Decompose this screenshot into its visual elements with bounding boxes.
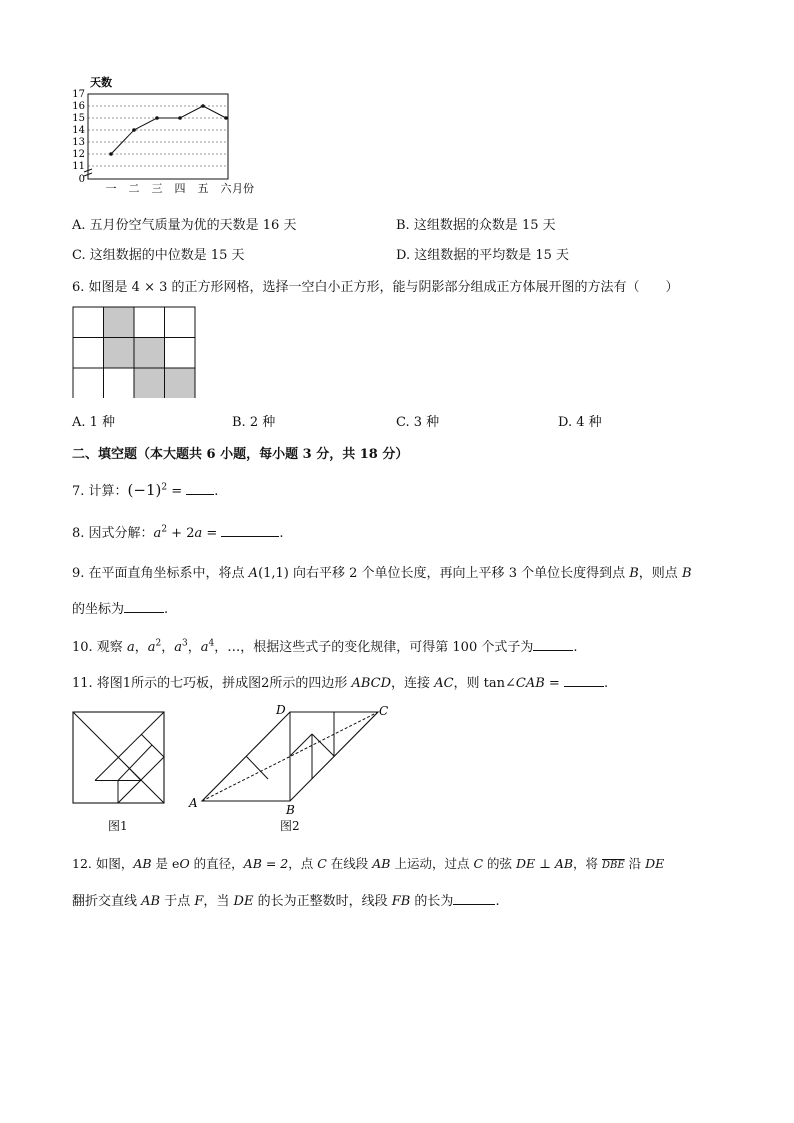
data-point (178, 116, 182, 120)
q11-text-c: ，则 tan∠ (453, 676, 516, 691)
q12-ab3: AB (141, 894, 161, 909)
q5-option-b: B. 这组数据的众数是 15 天 (396, 218, 556, 233)
vertex-label-b: B (286, 803, 295, 817)
q10-suffix: ，…，根据这些式子的变化规律，可得第 100 个式子为 (214, 640, 534, 655)
q12-text-c: 的直径， (189, 856, 244, 871)
answer-blank[interactable] (186, 481, 214, 495)
q9-point-b2: B (681, 566, 692, 581)
vertex-label-d: D (276, 703, 286, 717)
q7-equals: = (167, 484, 187, 499)
tangram-pieces (73, 712, 164, 803)
q12-text-d: ，点 (288, 856, 318, 871)
q6-grid-figure (72, 306, 196, 398)
grid-cell-shaded (134, 338, 165, 369)
data-point (155, 116, 159, 120)
quad-inner-lines (246, 712, 334, 801)
q12-text-line2e: 的长为 (410, 894, 454, 909)
y-axis-label: 天数 (90, 76, 112, 89)
data-point (109, 152, 113, 156)
grid-cell-shaded (134, 368, 165, 398)
q7-question: 7. 计算：$(-1)^2$ = . (72, 481, 219, 499)
q10-exp-4: 4 (208, 638, 215, 649)
q12-fb: FB (391, 894, 411, 909)
q8-var2: a (194, 526, 203, 541)
q6-option-a: A. 1 种 (72, 415, 116, 430)
q10-exp-2: 2 (155, 638, 162, 649)
q8-prefix: 8. 因式分解： (72, 526, 154, 541)
answer-blank[interactable] (221, 523, 279, 537)
vertex-label-c: C (379, 704, 389, 718)
q12-ab: AB (133, 856, 152, 871)
q12-question-line1 (72, 854, 664, 872)
q10-prefix: 10. 观察 (72, 640, 127, 655)
q12-text-e: 在线段 (326, 856, 373, 871)
y-tick-label: 17 (72, 89, 85, 100)
q12-o: O (179, 856, 190, 871)
grid-cell-shaded (104, 338, 135, 369)
q9-text-b: 向右平移 2 个单位长度，再向上平移 3 个单位长度得到点 (288, 566, 630, 581)
q5-option-d: D. 这组数据的平均数是 15 天 (396, 248, 570, 263)
y-tick-label: 0 (78, 174, 85, 185)
q12-text-line2a: 翻折交直线 (72, 894, 142, 909)
x-tick-label: 一 (105, 182, 117, 195)
q9-text-line2: 的坐标为 (72, 602, 125, 617)
q9-question-line1 (72, 562, 692, 581)
q8-exponent: 2 (161, 524, 168, 535)
q12-de-perp: DE ⊥ AB (515, 856, 574, 871)
q12-text-a: 12. 如图， (72, 856, 134, 871)
q12-c: C (317, 856, 327, 871)
q6-option-c: C. 3 种 (396, 415, 440, 430)
grid-cell (104, 368, 135, 398)
x-axis-label: 月份 (232, 182, 254, 195)
q12-text-line2b: 于点 (160, 894, 195, 909)
q6-question: 6. 如图是 4 × 3 的正方形网格，选择一空白小正方形，能与阴影部分组成正方体展开图的方法有（ ） (72, 280, 679, 295)
y-tick-label: 16 (72, 101, 85, 112)
q10-question: 10. 观察 a，$a^2$，$a^3$，$a^4$，…，根据这些式子的变化规律，可得第 100 个式子为 . (72, 638, 578, 655)
data-point (201, 104, 205, 108)
q12-text-i: 沿 (624, 856, 646, 871)
grid-cell-shaded (165, 368, 196, 398)
section-title: 二、填空题（本大题共 6 小题，每小题 3 分，共 18 分） (72, 447, 409, 462)
y-tick-label: 12 (72, 149, 85, 160)
q10-exp-3: 3 (182, 638, 188, 649)
q12-ab-eq: AB = 2 (243, 856, 289, 871)
q12-text-line2d: 的长为正整数时，线段 (253, 894, 392, 909)
grid-cell-shaded (104, 307, 135, 338)
fig2-caption: 图2 (280, 819, 300, 833)
q9-text-c: ，则点 (638, 566, 682, 581)
q10-term-4: a (200, 640, 209, 655)
q11-question: 11. 将图1所示的七巧板，拼成图2所示的四边形 ABCD，连接 AC，则 tan∠CAB = . (72, 672, 608, 691)
q6-option-d: D. 4 种 (558, 415, 602, 430)
y-tick-label: 15 (72, 113, 85, 124)
q9-point-a: A (248, 566, 259, 581)
data-point (224, 116, 228, 120)
tangram-figure-2 (186, 700, 396, 818)
grid-cell (134, 307, 165, 338)
q9-text-a: 9. 在平面直角坐标系中，将点 (72, 566, 249, 581)
q11-text-b: ，连接 (391, 676, 435, 691)
q7-expression: (−1) (127, 481, 162, 499)
q11-angle: CAB (515, 676, 545, 691)
q11-quad: ABCD (351, 676, 392, 691)
fig1-caption: 图1 (108, 819, 128, 833)
q7-exponent: 2 (161, 482, 168, 493)
answer-blank[interactable] (564, 673, 604, 687)
q9-question-line2: 的坐标为 . (72, 598, 168, 617)
q12-c2: C (473, 856, 484, 871)
line-chart (60, 68, 290, 198)
q5-option-a: A. 五月份空气质量为优的天数是 16 天 (72, 218, 297, 233)
grid-cell (165, 307, 196, 338)
x-tick-label: 五 (197, 182, 209, 195)
q9-coord: (1,1) (258, 566, 289, 581)
q8-var: a (153, 526, 162, 541)
grid-cell (73, 307, 104, 338)
grid-cell (73, 338, 104, 369)
q8-plus: + 2 (167, 526, 195, 541)
grid-cell (165, 338, 196, 369)
q6-option-b: B. 2 种 (232, 415, 276, 430)
answer-blank[interactable] (453, 891, 495, 905)
q10-term-3: a (174, 640, 183, 655)
grid-cell (73, 368, 104, 398)
q12-question-line2: 翻折交直线 AB 于点 F，当 DE 的长为正整数时，线段 FB 的长为 . (72, 890, 500, 909)
q12-text-line2c: ，当 (203, 894, 234, 909)
q12-arc: $\overline{DBE}$ (602, 860, 625, 871)
q11-seg: AC (434, 676, 454, 691)
q9-point-b: B (629, 566, 639, 581)
q10-term-2: a (147, 640, 156, 655)
vertex-label-a: A (189, 796, 198, 810)
answer-blank[interactable] (533, 637, 573, 651)
q12-f: F (194, 894, 204, 909)
q12-de2: DE (233, 894, 254, 909)
x-tick-label: 二 (128, 182, 140, 195)
data-point (132, 128, 136, 132)
q12-ab2: AB (372, 856, 391, 871)
x-tick-label: 六 (220, 182, 232, 195)
answer-blank[interactable] (124, 599, 164, 613)
q12-text-b: 是 e (151, 856, 180, 871)
q11-text-d: = (544, 676, 564, 691)
y-tick-label: 14 (72, 125, 85, 136)
q12-de: DE (645, 856, 665, 871)
q12-text-g: 的弦 (483, 856, 516, 871)
x-tick-label: 四 (174, 182, 186, 195)
q11-text-a: 11. 将图1所示的七巧板，拼成图2所示的四边形 (72, 676, 352, 691)
q12-text-f: 上运动，过点 (390, 856, 474, 871)
q8-question: 8. 因式分解：$a^2 + 2a$ = . (72, 524, 284, 541)
y-tick-label: 11 (72, 161, 85, 172)
y-tick-label: 13 (72, 137, 85, 148)
tangram-figure-1 (72, 711, 166, 805)
q12-text-h: ，将 (573, 856, 603, 871)
x-tick-label: 三 (151, 182, 163, 195)
q8-equals: = (202, 526, 222, 541)
q10-term-1: a (126, 640, 135, 655)
q5-option-c: C. 这组数据的中位数是 15 天 (72, 248, 245, 263)
q7-prefix: 7. 计算： (72, 484, 128, 499)
